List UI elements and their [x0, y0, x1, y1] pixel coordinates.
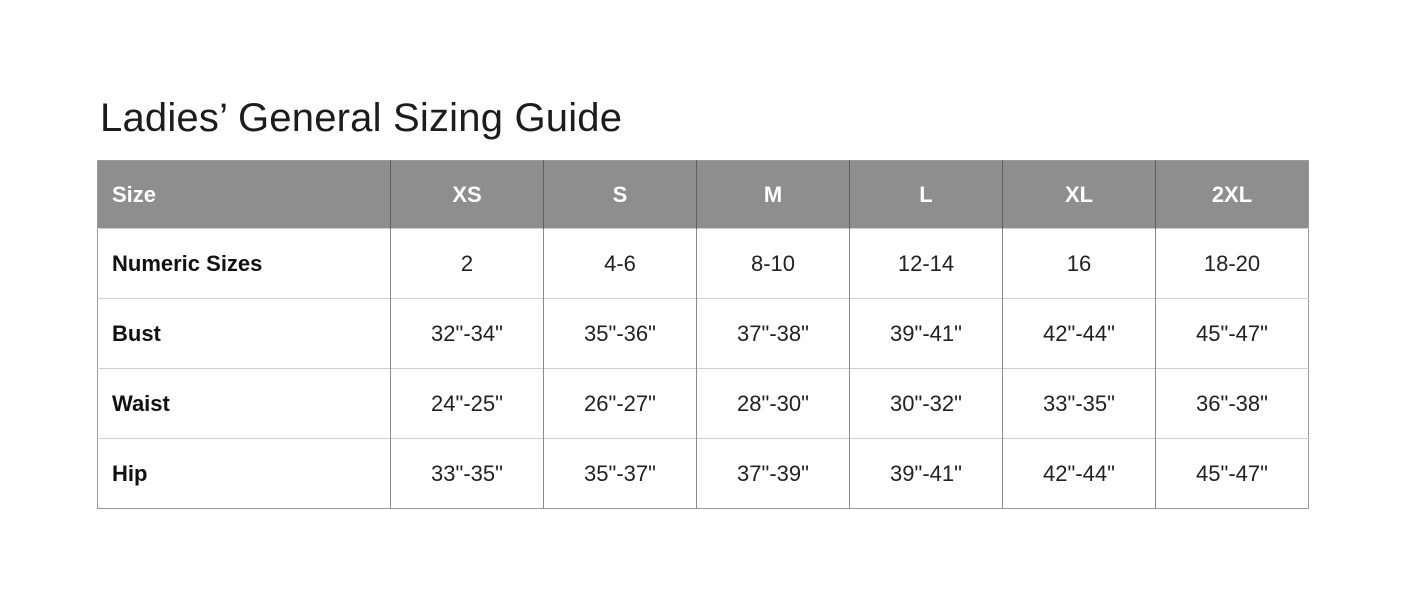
header-cell-s: S [544, 161, 697, 229]
cell-waist-l: 30"-32" [850, 369, 1003, 439]
cell-waist-xl: 33"-35" [1003, 369, 1156, 439]
cell-hip-xs: 33"-35" [391, 439, 544, 509]
table-row-waist [98, 369, 1309, 439]
cell-numeric-xl: 16 [1003, 229, 1156, 299]
cell-bust-2xl: 45"-47" [1156, 299, 1309, 369]
cell-bust-m: 37"-38" [697, 299, 850, 369]
cell-hip-m: 37"-39" [697, 439, 850, 509]
cell-bust-l: 39"-41" [850, 299, 1003, 369]
table-header [98, 161, 1309, 229]
header-cell-2xl: 2XL [1156, 161, 1309, 229]
sizing-table [97, 160, 1309, 509]
header-cell-m: M [697, 161, 850, 229]
cell-numeric-l: 12-14 [850, 229, 1003, 299]
cell-numeric-s: 4-6 [544, 229, 697, 299]
header-cell-xl: XL [1003, 161, 1156, 229]
cell-waist-xs: 24"-25" [391, 369, 544, 439]
cell-hip-s: 35"-37" [544, 439, 697, 509]
table-row-hip [98, 439, 1309, 509]
header-cell-l: L [850, 161, 1003, 229]
cell-bust-s: 35"-36" [544, 299, 697, 369]
cell-waist-s: 26"-27" [544, 369, 697, 439]
row-label-hip: Hip [98, 439, 391, 509]
cell-bust-xl: 42"-44" [1003, 299, 1156, 369]
cell-hip-l: 39"-41" [850, 439, 1003, 509]
header-cell-size: Size [98, 161, 391, 229]
header-row [98, 161, 1309, 229]
cell-numeric-xs: 2 [391, 229, 544, 299]
table-body [98, 229, 1309, 509]
cell-hip-2xl: 45"-47" [1156, 439, 1309, 509]
row-label-numeric-sizes: Numeric Sizes [98, 229, 391, 299]
row-label-waist: Waist [98, 369, 391, 439]
header-cell-xs: XS [391, 161, 544, 229]
cell-numeric-2xl: 18-20 [1156, 229, 1309, 299]
cell-bust-xs: 32"-34" [391, 299, 544, 369]
cell-waist-m: 28"-30" [697, 369, 850, 439]
table-row-bust [98, 299, 1309, 369]
cell-waist-2xl: 36"-38" [1156, 369, 1309, 439]
cell-numeric-m: 8-10 [697, 229, 850, 299]
page-title: Ladies’ General Sizing Guide [100, 96, 623, 140]
cell-hip-xl: 42"-44" [1003, 439, 1156, 509]
table-row-numeric-sizes [98, 229, 1309, 299]
row-label-bust: Bust [98, 299, 391, 369]
